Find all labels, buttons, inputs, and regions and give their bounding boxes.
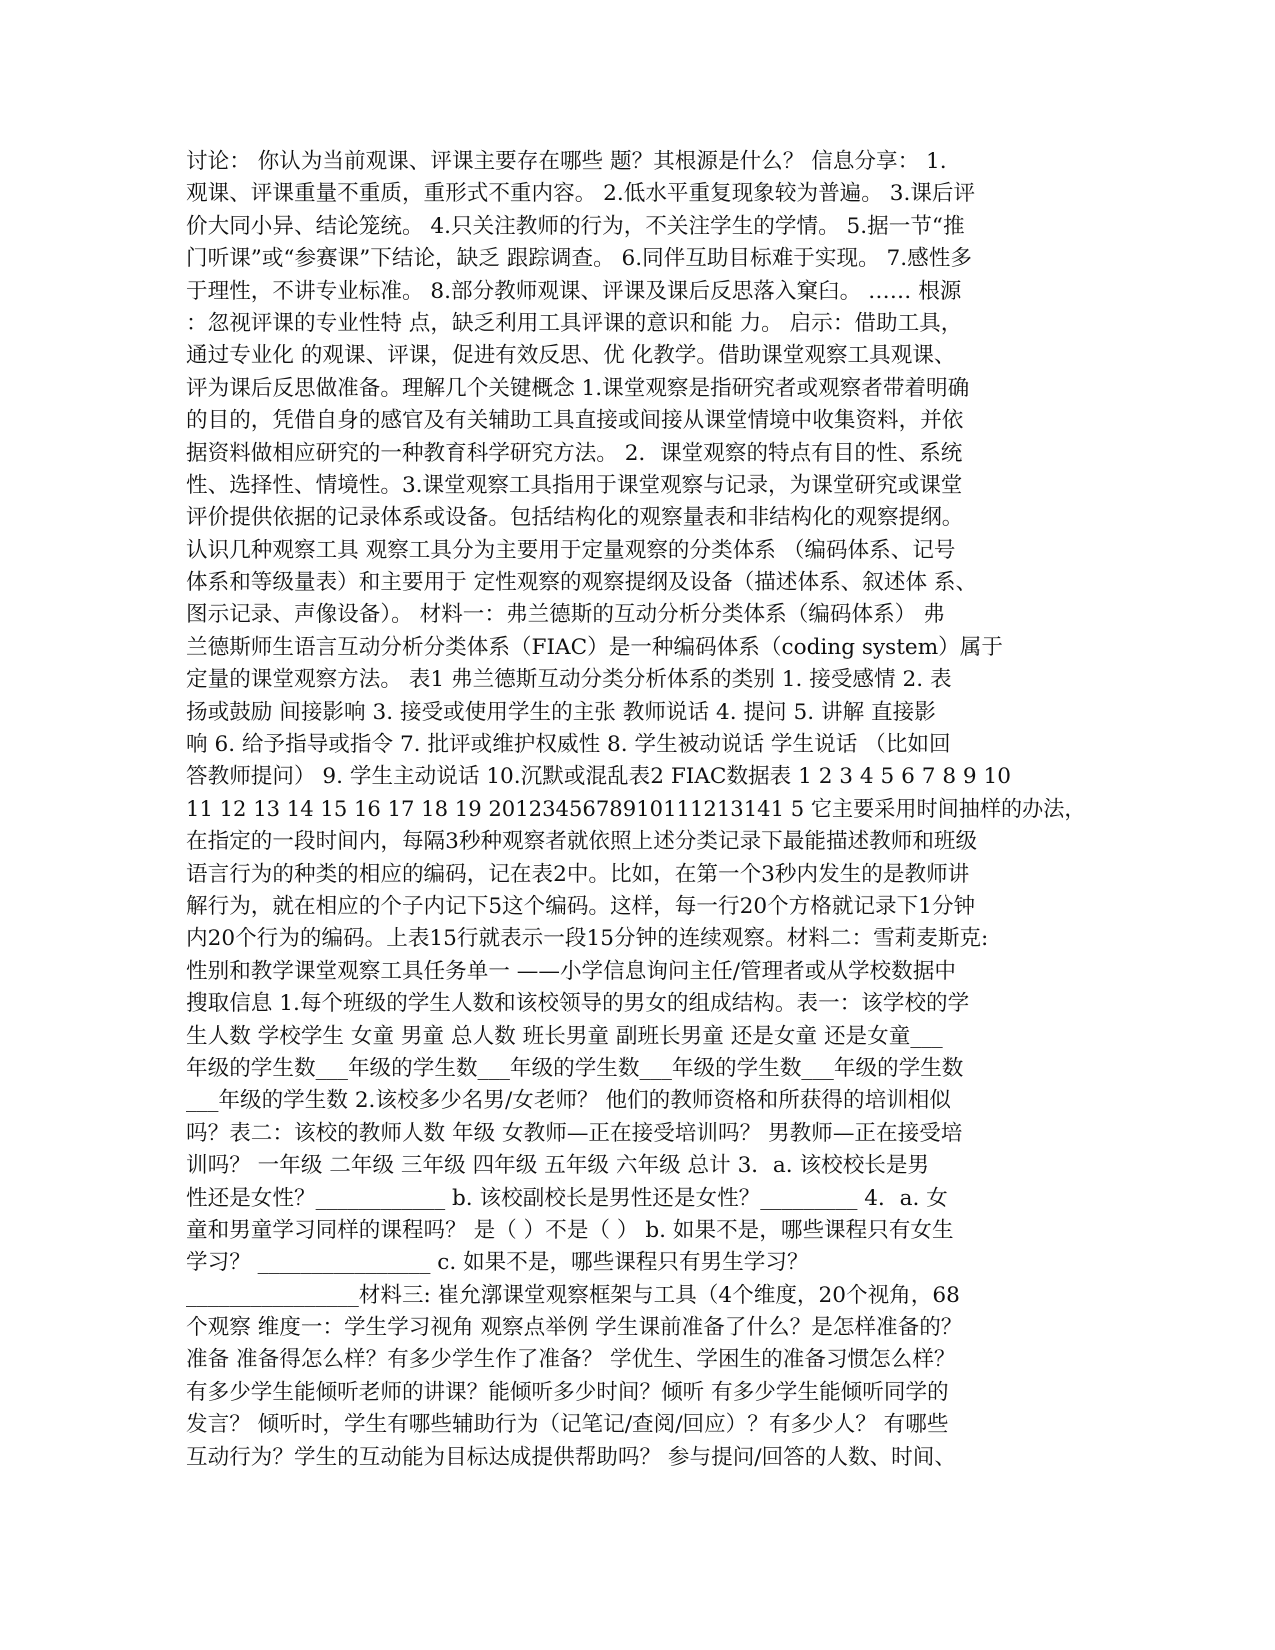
text-line: ：忽视评课的专业性特 点，缺乏利用工具评课的意识和能 力。 启示：借助工具， (186, 310, 963, 336)
text-line: 个观察 维度一：学生学习视角 观察点举例 学生课前准备了什么？是怎样准备的？ (186, 1315, 963, 1341)
text-line: 体系和等级量表）和主要用于 定性观察的观察提纲及设备（描述体系、叙述体 系、 (186, 570, 978, 596)
text-line: ________________材料三: 崔允漷课堂观察框架与工具（4个维度，20个视角，68 (186, 1282, 960, 1308)
text-line: 兰德斯师生语言互动分析分类体系（FIAC）是一种编码体系（coding system）属于 (186, 634, 1003, 660)
text-line: 内20个行为的编码。上表15行就表示一段15分钟的连续观察。材料二：雪莉麦斯克: (186, 926, 989, 952)
text-line: 响 6. 给予指导或指令 7. 批评或维护权威性 8. 学生被动说话 学生说话 （比如回 (186, 732, 951, 758)
text-line: 通过专业化 的观课、评课，促进有效反思、优 化教学。借助课堂观察工具观课、 (186, 343, 956, 369)
text-line: 有多少学生能倾听老师的讲课？能倾听多少时间？倾听 有多少学生能倾听同学的 (186, 1379, 949, 1405)
text-line: 吗？表二：该校的教师人数 年级 女教师—正在接受培训吗？ 男教师—正在接受培 (186, 1120, 963, 1146)
text-line: 于理性，不讲专业标准。 8.部分教师观课、评课及课后反思落入窠臼。 …… 根源 (186, 278, 962, 304)
text-line: 的目的，凭借自身的感官及有关辅助工具直接或间接从课堂情境中收集资料，并依 (186, 408, 964, 434)
text-line: 定量的课堂观察方法。 表1 弗兰德斯互动分类分析体系的类别 1. 接受感情 2. 表 (186, 667, 952, 693)
text-line: 生人数 学校学生 女童 男童 总人数 班长男童 副班长男童 还是女童 还是女童___ (186, 1023, 943, 1049)
text-line: 童和男童学习同样的课程吗？ 是（ ）不是（ ） b. 如果不是，哪些课程只有女生 (186, 1217, 954, 1243)
text-line: 据资料做相应研究的一种教育科学研究方法。 2．课堂观察的特点有目的性、系统 (186, 440, 963, 466)
text-line: 评为课后反思做准备。理解几个关键概念 1.课堂观察是指研究者或观察者带着明确 (186, 375, 970, 401)
text-line: 性、选择性、情境性。3.课堂观察工具指用于课堂观察与记录，为课堂研究或课堂 (186, 472, 963, 498)
text-line: 年级的学生数___年级的学生数___年级的学生数___年级的学生数___年级的学生数 (186, 1055, 964, 1081)
text-line: 搜取信息 1.每个班级的学生人数和该校领导的男女的组成结构。表一：该学校的学 (186, 991, 970, 1017)
text-line: 准备 准备得怎么样？有多少学生作了准备？ 学优生、学困生的准备习惯怎么样？ (186, 1347, 956, 1373)
text-line: 语言行为的种类的相应的编码，记在表2中。比如，在第一个3秒内发生的是教师讲 (186, 861, 970, 887)
text-line: 价大同小异、结论笼统。 4.只关注教师的行为，不关注学生的学情。 5.据一节“推 (186, 213, 965, 239)
text-line: 互动行为？学生的互动能为目标达成提供帮助吗？ 参与提问/回答的人数、时间、 (186, 1444, 956, 1470)
text-line: ___年级的学生数 2.该校多少名男/女老师？ 他们的教师资格和所获得的培训相似 (186, 1088, 951, 1114)
text-line: 观课、评课重量不重质，重形式不重内容。 2.低水平重复现象较为普遍。 3.课后评 (186, 181, 976, 207)
text-line: 评价提供依据的记录体系或设备。包括结构化的观察量表和非结构化的观察提纲。 (186, 505, 964, 531)
text-line: 扬或鼓励 间接影响 3. 接受或使用学生的主张 教师说话 4. 提问 5. 讲解 直接影 (186, 699, 936, 725)
body-text (186, 146, 1086, 1474)
text-line: 在指定的一段时间内，每隔3秒种观察者就依照上述分类记录下最能描述教师和班级 (186, 829, 978, 855)
text-line: 答教师提问） 9. 学生主动说话 10.沉默或混乱表2 FIAC数据表 1 2 3 4 5 6 7 8 9 10 (186, 764, 1012, 790)
text-line: 图示记录、声像设备）。 材料一：弗兰德斯的互动分析分类体系（编码体系） 弗 (186, 602, 945, 628)
text-line: 11 12 13 14 15 16 17 18 19 2012345678910111213141 5 它主要采用时间抽样的办法， (186, 796, 1086, 822)
text-line: 学习？ ________________ c. 如果不是，哪些课程只有男生学习？ (186, 1250, 809, 1276)
text-line: 发言？ 倾听时，学生有哪些辅助行为（记笔记/查阅/回应）？有多少人？ 有哪些 (186, 1412, 949, 1438)
text-line: 讨论： 你认为当前观课、评课主要存在哪些 题？其根源是什么？ 信息分享： 1. (186, 149, 947, 174)
text-line: 认识几种观察工具 观察工具分为主要用于定量观察的分类体系 （编码体系、记号 (186, 537, 956, 563)
text-line: 性别和教学课堂观察工具任务单一 ——小学信息询问主任/管理者或从学校数据中 (186, 958, 956, 984)
text-line: 解行为，就在相应的个子内记下5这个编码。这样，每一行20个方格就记录下1分钟 (186, 893, 976, 919)
text-line: 训吗？ 一年级 二年级 三年级 四年级 五年级 六年级 总计 3．a. 该校校长是男 (186, 1153, 930, 1179)
text-line: 性还是女性？____________ b. 该校副校长是男性还是女性？_________ 4．a. 女 (186, 1185, 948, 1211)
text-line: 门听课”或“参赛课”下结论，缺乏 跟踪调查。 6.同伴互助目标难于实现。 7.感性多 (186, 246, 972, 272)
